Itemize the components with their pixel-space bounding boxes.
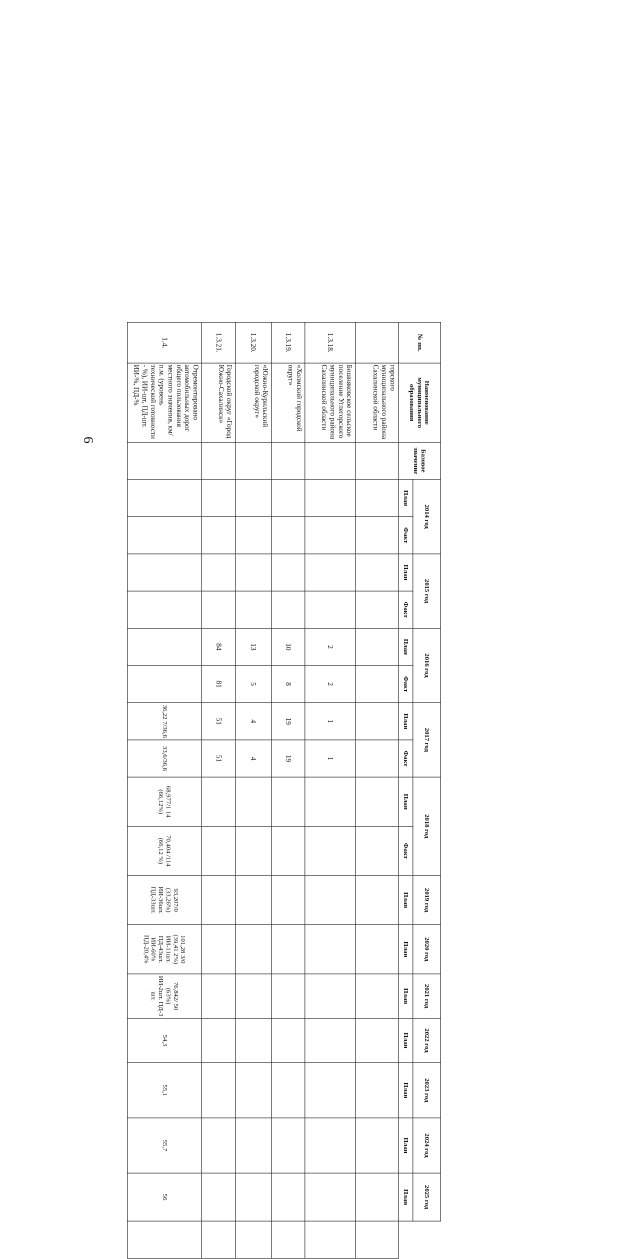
plan-2015 [202,554,236,591]
fact-2016: 2 [305,666,355,703]
fact-2016: 81 [202,666,236,703]
plan-2021 [271,974,305,1018]
header-fact: Факт [399,591,413,628]
base-value [355,442,398,479]
header-plan: План [399,1018,413,1062]
fact-2014 [271,517,305,554]
row-num: 1.3.21. [202,322,236,363]
header-fact: Факт [399,826,413,875]
plan-2021 [355,974,398,1018]
fact-2018: 70,404 /114 (66,12 %) [127,826,201,875]
header-plan: План [399,925,413,974]
header-row-years [413,322,441,1258]
fact-2017: 33,6/36,6 [127,740,201,777]
municipality-name: «Южно-Курильский городской округ» [235,363,271,442]
plan-2022 [305,1018,355,1062]
plan-2023 [235,1063,271,1118]
plan-2017: 1 [305,703,355,740]
header-name: Наименование муниципального образования [399,363,441,442]
plan-2022: 54,3 [127,1018,201,1062]
plan-2020 [202,925,236,974]
row-num [355,322,398,363]
fact-2018 [355,826,398,875]
fact-2018 [271,826,305,875]
plan-2019 [202,876,236,925]
plan-2019 [355,876,398,925]
extra-cell [202,1221,236,1258]
header-plan: План [399,628,413,665]
fact-2016 [127,666,201,703]
plan-2017: 4 [235,703,271,740]
fact-2018 [305,826,355,875]
header-year-2017: 2017 год [413,703,441,777]
extra-cell [235,1221,271,1258]
header-plan: План [399,1118,413,1173]
header-num: № пп. [399,322,441,363]
plan-2021: 76,842/ 50 (63%) ИИ-2шт. ПД-3 шт. [127,974,201,1018]
row-num: 1.3.20. [235,322,271,363]
fact-2017 [355,740,398,777]
fact-2016: 5 [235,666,271,703]
plan-2018 [271,777,305,826]
plan-2023 [355,1063,398,1118]
header-fact: Факт [399,517,413,554]
municipality-name: Бошняковское сельское поселение Углегорского муниципального района Сахалинской области [305,363,355,442]
row-num: 1.3.19. [271,322,305,363]
plan-2020 [235,925,271,974]
plan-2018 [202,777,236,826]
table-row [235,322,271,1258]
fact-2015 [355,591,398,628]
header-year-2020: 2020 год [413,925,441,974]
header-plan: План [399,1173,413,1221]
municipality-name: «Холмский городской округ» [271,363,305,442]
plan-2017: 19 [271,703,305,740]
header-fact: Факт [399,740,413,777]
plan-2025 [202,1173,236,1221]
plan-2015 [271,554,305,591]
header-base: Базовое значение [399,442,441,479]
plan-2024 [305,1118,355,1173]
plan-2025 [355,1173,398,1221]
fact-2017: 51 [202,740,236,777]
base-value [235,442,271,479]
plan-2014 [202,480,236,517]
table-row [355,322,398,1258]
plan-2024 [355,1118,398,1173]
header-year-2021: 2021 год [413,974,441,1018]
header-plan: План [399,703,413,740]
municipality-name: горского муниципального района Сахалинской области [355,363,398,442]
extra-cell [355,1221,398,1258]
plan-2016: 10 [271,628,305,665]
header-year-2024: 2024 год [413,1118,441,1173]
plan-2024 [235,1118,271,1173]
plan-2017 [355,703,398,740]
extra-cell [127,1221,201,1258]
plan-2023 [305,1063,355,1118]
header-year-2025: 2025 год [413,1173,441,1221]
plan-2021 [305,974,355,1018]
rotated-table-page [132,322,441,1210]
header-year-2016: 2016 год [413,628,441,702]
plan-2016: 2 [305,628,355,665]
header-year-2018: 2018 год [413,777,441,875]
plan-2025: 56 [127,1173,201,1221]
plan-2016: 13 [235,628,271,665]
plan-2015 [305,554,355,591]
base-value [202,442,236,479]
plan-2020: 101,28 3/0 (39,41 2%) ИИ-11шт. ПД-43шт. ИИ-60% ПД-20,4% [127,925,201,974]
header-plan: План [399,777,413,826]
municipality-name: Отремонтировано автомобильных дорог общего пользования местного значения, км/п.м. (уровень технической готовности - %), ИИ-шт, ПД-шт. ИИ-%, ПД-% [127,363,201,442]
fact-2014 [235,517,271,554]
base-value [127,442,201,479]
fact-2014 [202,517,236,554]
plan-2014 [305,480,355,517]
plan-2014 [127,480,201,517]
header-year-2015: 2015 год [413,554,441,628]
plan-2023 [271,1063,305,1118]
base-value [305,442,355,479]
header-year-2019: 2019 год [413,876,441,925]
fact-2018 [202,826,236,875]
plan-2015 [127,554,201,591]
header-plan: План [399,974,413,1018]
row-num: 1.4. [127,322,201,363]
plan-2018 [305,777,355,826]
plan-2014 [235,480,271,517]
plan-2019: 93,207/0 (33,26%) ИИ-36шт. ПД-33шт. [127,876,201,925]
roads-table [127,322,441,1259]
table-row [305,322,355,1258]
fact-2015 [235,591,271,628]
header-year-2023: 2023 год [413,1063,441,1118]
plan-2023 [202,1063,236,1118]
header-year-2022: 2022 год [413,1018,441,1062]
base-value [271,442,305,479]
fact-2014 [305,517,355,554]
plan-2018 [355,777,398,826]
plan-2022 [202,1018,236,1062]
plan-2017: 36,22 7/36,6 [127,703,201,740]
plan-2024 [202,1118,236,1173]
plan-2019 [305,876,355,925]
fact-2017: 19 [271,740,305,777]
table-row [202,322,236,1258]
plan-2024 [271,1118,305,1173]
fact-2015 [202,591,236,628]
plan-2025 [271,1173,305,1221]
plan-2016 [127,628,201,665]
plan-2014 [355,480,398,517]
plan-2015 [235,554,271,591]
plan-2018 [235,777,271,826]
plan-2025 [235,1173,271,1221]
plan-2018: 68,977/1 14 (66,12%) [127,777,201,826]
extra-cell [271,1221,305,1258]
plan-2022 [235,1018,271,1062]
fact-2015 [127,591,201,628]
fact-2014 [355,517,398,554]
plan-2024: 55,7 [127,1118,201,1173]
page-number: 6 [80,436,95,444]
header-plan: План [399,480,413,517]
fact-2016 [355,666,398,703]
plan-2020 [305,925,355,974]
plan-2021 [202,974,236,1018]
fact-2015 [305,591,355,628]
plan-2023: 55,1 [127,1063,201,1118]
row-num: 1.3.18. [305,322,355,363]
plan-2020 [271,925,305,974]
plan-2021 [235,974,271,1018]
header-fact: Факт [399,666,413,703]
plan-2019 [271,876,305,925]
plan-2025 [305,1173,355,1221]
fact-2017: 1 [305,740,355,777]
plan-2014 [271,480,305,517]
plan-2019 [235,876,271,925]
extra-cell [305,1221,355,1258]
header-plan: План [399,554,413,591]
plan-2016: 84 [202,628,236,665]
table-row [271,322,305,1258]
plan-2017: 51 [202,703,236,740]
header-plan: План [399,876,413,925]
fact-2014 [127,517,201,554]
header-year-2014: 2014 год [413,480,441,554]
plan-2022 [355,1018,398,1062]
fact-2015 [271,591,305,628]
header-plan: План [399,1063,413,1118]
plan-2016 [355,628,398,665]
municipality-name: Городской округ «Город Южно-Сахалинск» [202,363,236,442]
plan-2020 [355,925,398,974]
table-row [127,322,201,1258]
fact-2016: 8 [271,666,305,703]
fact-2018 [235,826,271,875]
plan-2022 [271,1018,305,1062]
fact-2017: 4 [235,740,271,777]
plan-2015 [355,554,398,591]
